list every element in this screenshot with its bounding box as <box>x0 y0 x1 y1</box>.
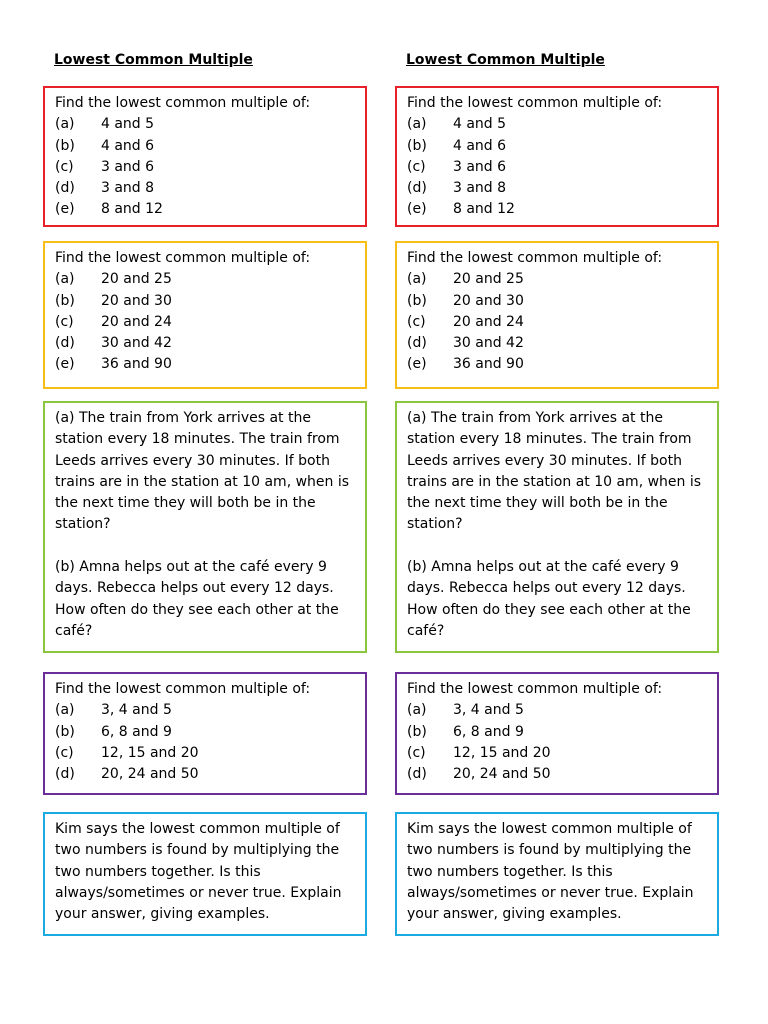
question-text: 6, 8 and 9 <box>101 723 172 740</box>
question-label: (d) <box>55 180 75 197</box>
reasoning-line: two numbers together. Is this <box>55 863 261 880</box>
question-item <box>407 764 709 785</box>
reasoning-line: your answer, giving examples. <box>55 906 270 923</box>
reasoning-line: two numbers is found by multiplying the <box>407 842 692 859</box>
question-text: 3 and 8 <box>453 180 507 197</box>
card-prompt: Find the lowest common multiple of: <box>407 250 663 266</box>
question-text: 20, 24 and 50 <box>101 766 199 783</box>
question-text: 3, 4 and 5 <box>453 702 524 719</box>
lcm-pairs-card <box>43 86 367 227</box>
problem-a-line: trains are in the station at 10 am, when is <box>55 473 350 490</box>
question-item <box>55 157 357 178</box>
question-item <box>55 354 357 375</box>
lcm-larger-pairs-card <box>395 241 719 389</box>
problem-a-line: the next time they will both be in the <box>407 495 668 512</box>
question-text: 4 and 6 <box>101 137 155 154</box>
question-text: 3 and 6 <box>453 158 507 175</box>
worksheet-title: Lowest Common Multiple <box>406 52 605 68</box>
question-label: (b) <box>55 137 75 154</box>
question-label: (a) <box>407 271 427 288</box>
worksheet-right <box>395 0 719 1024</box>
lcm-triples-card <box>43 672 367 795</box>
word-problems-card <box>43 401 367 653</box>
problem-b-line: How often do they see each other at the <box>407 601 691 618</box>
question-text: 6, 8 and 9 <box>453 723 524 740</box>
question-text: 36 and 90 <box>453 356 524 373</box>
question-label: (b) <box>55 292 75 309</box>
card-prompt: Find the lowest common multiple of: <box>55 95 311 111</box>
question-label: (a) <box>55 271 75 288</box>
question-item <box>55 114 357 135</box>
question-label: (c) <box>407 744 426 761</box>
question-item <box>55 333 357 354</box>
problem-a-line: (a) The train from York arrives at the <box>55 410 311 426</box>
question-item <box>407 157 709 178</box>
problem-a-line: station every 18 minutes. The train from <box>407 431 692 448</box>
question-item <box>55 743 357 764</box>
question-item <box>55 269 357 290</box>
question-item <box>407 269 709 290</box>
question-item <box>55 764 357 785</box>
question-label: (c) <box>55 313 74 330</box>
question-label: (b) <box>407 292 427 309</box>
question-label: (b) <box>407 137 427 154</box>
question-label: (c) <box>55 744 74 761</box>
worksheet-title: Lowest Common Multiple <box>54 52 253 68</box>
question-text: 20 and 24 <box>453 313 524 330</box>
question-item <box>55 291 357 312</box>
question-label: (d) <box>407 335 427 352</box>
question-text: 30 and 42 <box>101 335 172 352</box>
problem-b-line: (b) Amna helps out at the café every 9 <box>55 559 327 576</box>
question-label: (c) <box>407 158 426 175</box>
question-label: (b) <box>55 723 75 740</box>
question-label: (a) <box>407 702 427 719</box>
card-prompt: Find the lowest common multiple of: <box>407 681 663 697</box>
problem-b-line: café? <box>55 622 93 639</box>
question-item <box>407 114 709 135</box>
question-label: (a) <box>55 702 75 719</box>
problem-b-line: (b) Amna helps out at the café every 9 <box>407 559 679 576</box>
question-label: (a) <box>407 116 427 133</box>
question-item <box>55 178 357 199</box>
question-text: 4 and 5 <box>453 116 507 133</box>
problem-a-line: trains are in the station at 10 am, when is <box>407 473 702 490</box>
problem-b-line: café? <box>407 622 445 639</box>
question-item <box>407 722 709 743</box>
question-text: 30 and 42 <box>453 335 524 352</box>
question-item <box>55 199 357 220</box>
question-item <box>407 291 709 312</box>
question-text: 4 and 6 <box>453 137 507 154</box>
question-label: (d) <box>55 335 75 352</box>
question-text: 3 and 6 <box>101 158 155 175</box>
lcm-larger-pairs-card <box>43 241 367 389</box>
problem-b-line: How often do they see each other at the <box>55 601 339 618</box>
question-item <box>407 743 709 764</box>
question-text: 3 and 8 <box>101 180 155 197</box>
card-prompt: Find the lowest common multiple of: <box>55 250 311 266</box>
question-text: 20 and 30 <box>101 292 172 309</box>
question-item <box>407 178 709 199</box>
lcm-triples-card <box>395 672 719 795</box>
question-text: 20, 24 and 50 <box>453 766 551 783</box>
problem-a-line: station every 18 minutes. The train from <box>55 431 340 448</box>
question-label: (d) <box>407 180 427 197</box>
reasoning-line: always/sometimes or never true. Explain <box>55 884 342 901</box>
question-text: 20 and 30 <box>453 292 524 309</box>
problem-a-line: station? <box>407 516 463 533</box>
question-text: 12, 15 and 20 <box>101 744 199 761</box>
question-item <box>407 312 709 333</box>
word-problems-card <box>395 401 719 653</box>
reasoning-card <box>395 812 719 936</box>
question-label: (d) <box>407 766 427 783</box>
question-item <box>407 136 709 157</box>
reasoning-line: Kim says the lowest common multiple of <box>407 821 692 837</box>
question-label: (e) <box>55 356 75 373</box>
question-item <box>55 700 357 721</box>
problem-a-line: Leeds arrives every 30 minutes. If both <box>55 452 330 469</box>
problem-a-line: (a) The train from York arrives at the <box>407 410 663 426</box>
question-label: (e) <box>55 201 75 218</box>
reasoning-line: two numbers together. Is this <box>407 863 613 880</box>
question-text: 20 and 25 <box>453 271 524 288</box>
question-item <box>407 199 709 220</box>
problem-b-line: days. Rebecca helps out every 12 days. <box>55 580 334 597</box>
question-item <box>55 312 357 333</box>
card-prompt: Find the lowest common multiple of: <box>407 95 663 111</box>
paragraph-gap <box>55 536 357 557</box>
problem-a-line: the next time they will both be in the <box>55 495 316 512</box>
question-text: 3, 4 and 5 <box>101 702 172 719</box>
reasoning-line: your answer, giving examples. <box>407 906 622 923</box>
card-prompt: Find the lowest common multiple of: <box>55 681 311 697</box>
question-text: 20 and 25 <box>101 271 172 288</box>
question-text: 20 and 24 <box>101 313 172 330</box>
reasoning-card <box>43 812 367 936</box>
question-label: (a) <box>55 116 75 133</box>
problem-a-line: station? <box>55 516 111 533</box>
question-label: (b) <box>407 723 427 740</box>
question-label: (c) <box>407 313 426 330</box>
question-label: (e) <box>407 356 427 373</box>
problem-a-line: Leeds arrives every 30 minutes. If both <box>407 452 682 469</box>
question-item <box>407 333 709 354</box>
question-text: 8 and 12 <box>453 201 515 218</box>
reasoning-line: two numbers is found by multiplying the <box>55 842 340 859</box>
question-text: 4 and 5 <box>101 116 155 133</box>
question-label: (e) <box>407 201 427 218</box>
paragraph-gap <box>407 536 709 557</box>
reasoning-line: Kim says the lowest common multiple of <box>55 821 340 837</box>
question-text: 36 and 90 <box>101 356 172 373</box>
question-label: (d) <box>55 766 75 783</box>
problem-b-line: days. Rebecca helps out every 12 days. <box>407 580 686 597</box>
question-item <box>407 700 709 721</box>
question-item <box>55 722 357 743</box>
worksheet-left <box>43 0 367 1024</box>
reasoning-line: always/sometimes or never true. Explain <box>407 884 694 901</box>
question-label: (c) <box>55 158 74 175</box>
question-item <box>55 136 357 157</box>
question-text: 12, 15 and 20 <box>453 744 551 761</box>
question-item <box>407 354 709 375</box>
question-text: 8 and 12 <box>101 201 163 218</box>
lcm-pairs-card <box>395 86 719 227</box>
